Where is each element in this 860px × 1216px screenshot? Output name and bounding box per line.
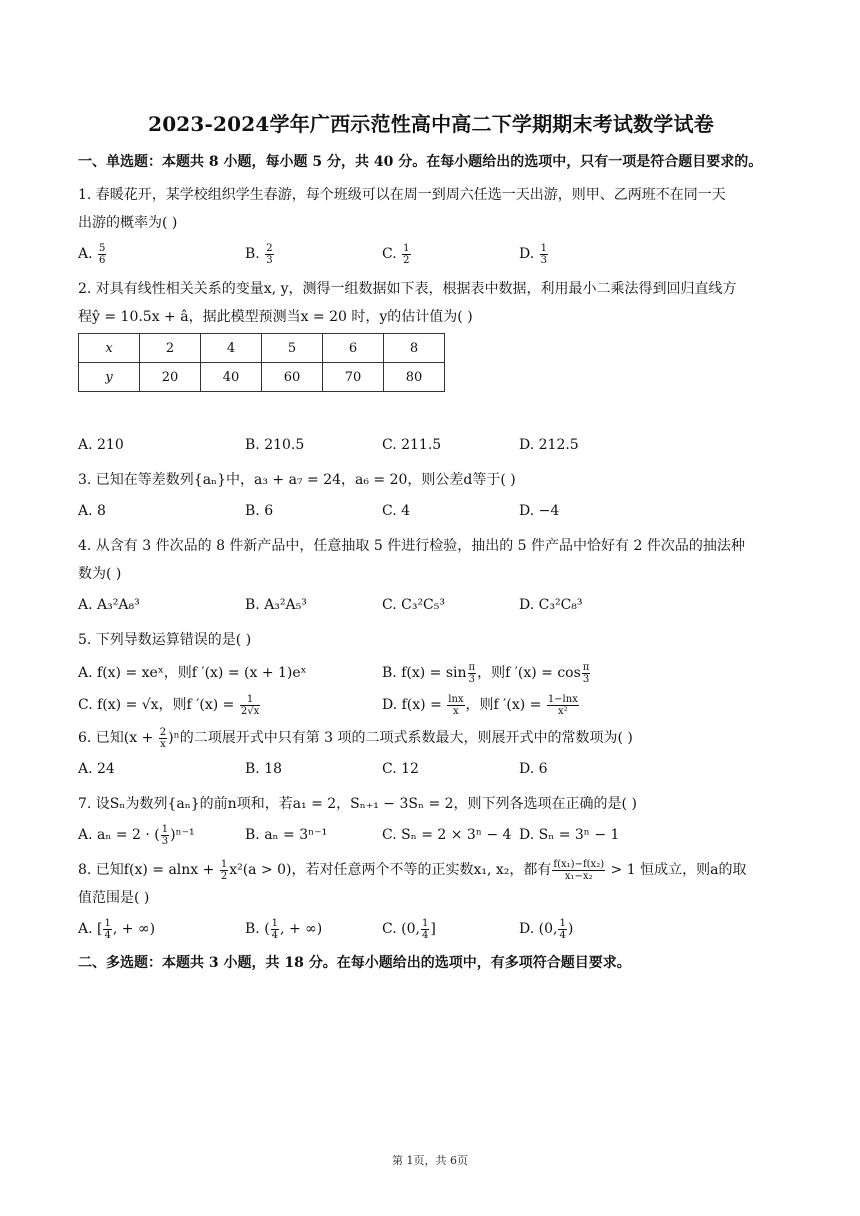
fraction: $\frac{1}{4}$	[421, 917, 429, 941]
option-a: A. f(x) = xeˣ，则f ′(x) = (x + 1)eˣ	[78, 665, 307, 681]
question-text: 7. 设Sₙ为数列{aₙ}的前n项和，若a₁ = 2，Sₙ₊₁ − 3Sₙ = 2，则下列各选项在正确的是( )	[78, 796, 637, 812]
option-d: D. 6	[519, 761, 548, 777]
table-cell: 80	[384, 363, 445, 392]
table-cell: x	[79, 334, 140, 363]
option-d: D. −4	[519, 503, 560, 519]
option-a: A. A₃²A₈³	[78, 597, 140, 613]
table-cell: 5	[262, 334, 323, 363]
fraction: $\frac{2}{3}$	[266, 242, 273, 266]
option-c: C. f(x) = √x，则f ′(x) = $\frac{1}{2√x}$	[78, 693, 260, 717]
option-b: B. A₃²A₅³	[245, 597, 307, 613]
options	[78, 916, 784, 942]
question-text: 1. 春暖花开，某学校组织学生春游，每个班级可以在周一到周六任选一天出游，则甲、乙两班不在同一天	[78, 187, 726, 203]
question-5	[78, 626, 784, 718]
question-7	[78, 790, 784, 848]
option-b: B. f(x) = sin $\frac{\pi}{3}$ ，则f ′(x) = cos $\frac{\pi}{3}$	[382, 661, 590, 685]
question-text: 8. 已知f(x) = alnx + $\frac{1}{2}$ x²(a > 0)，若对任意两个不等的正实数x₁, x₂，都有 $\frac{\text{f(x₁)−f(x₂)}}{\text{x₁−x₂}}$ > 1 恒成立，则a的取	[78, 858, 747, 882]
option-c: C. 12	[382, 761, 419, 777]
options	[78, 498, 784, 524]
fraction: $\frac{1}{3}$	[161, 823, 169, 847]
option-b: B. aₙ = 3ⁿ⁻¹	[245, 827, 328, 843]
question-text: 2. 对具有线性相关关系的变量x, y，测得一组数据如下表，根据表中数据，利用最小二乘法得到回归直线方	[78, 281, 737, 297]
fraction: $\frac{\text{f(x₁)−f(x₂)}}{\text{x₁−x₂}}$	[553, 858, 605, 882]
question-text: 6. 已知(x + $\frac{2}{x}$ )ⁿ的二项展开式中只有第 3 项的二项式系数最大，则展开式中的常数项为( )	[78, 726, 633, 750]
table-cell: 70	[323, 363, 384, 392]
option-b: B. 18	[245, 761, 283, 777]
options	[78, 660, 784, 686]
option-d: D. f(x) = $\frac{\ln x}{x}$ ，则f ′(x) = $\frac{1-\ln x}{\text{x²}}$	[382, 693, 578, 717]
options	[78, 822, 784, 848]
fraction: $\frac{1-\ln x}{\text{x²}}$	[547, 693, 578, 717]
question-8	[78, 856, 784, 942]
section-heading-single-choice: 一、单选题：本题共 8 小题，每小题 5 分，共 40 分。在每小题给出的选项中，只有一项是符合题目要求的。	[78, 154, 763, 170]
option-c: C. Sₙ = 2 × 3ⁿ − 4	[382, 827, 512, 843]
fraction: $\frac{1}{4}$	[104, 917, 111, 941]
option-a: A. [ $\frac{1}{4}$ , + ∞)	[78, 917, 156, 941]
question-1	[78, 181, 784, 267]
question-text: 出游的概率为( )	[78, 215, 178, 231]
option-d: D. 212.5	[519, 437, 579, 453]
option-a: A. 8	[78, 503, 106, 519]
table-row	[79, 334, 445, 363]
table-cell: 4	[201, 334, 262, 363]
option-c: C. 4	[382, 503, 411, 519]
option-b: B. 6	[245, 503, 274, 519]
option-d: D. $\frac{1}{3}$	[519, 242, 548, 266]
option-a: A. $\frac{5}{6}$	[78, 242, 106, 266]
question-text: 3. 已知在等差数列{aₙ}中，a₃ + a₇ = 24，a₆ = 20，则公差d等于( )	[78, 472, 516, 488]
page-footer: 第 1页，共 6页	[392, 1154, 468, 1167]
option-a: A. 24	[78, 761, 115, 777]
table-cell: y	[79, 363, 140, 392]
fraction: $\frac{\pi}{3}$	[468, 661, 476, 685]
fraction: $\frac{1}{4}$	[271, 917, 279, 941]
fraction: $\frac{1}{4}$	[559, 917, 566, 941]
question-text: 数为( )	[78, 566, 122, 582]
option-b: B. 210.5	[245, 437, 305, 453]
fraction: $\frac{2}{x}$	[159, 726, 167, 750]
table-cell: 2	[140, 334, 201, 363]
question-text: 程ŷ = 10.5x + â，据此模型预测当x = 20 时，y的估计值为( )	[78, 309, 473, 325]
question-6	[78, 724, 784, 782]
table-cell: 20	[140, 363, 201, 392]
option-d: D. C₃²C₈³	[519, 597, 583, 613]
fraction: $\frac{5}{6}$	[99, 242, 106, 266]
option-d: D. (0, $\frac{1}{4}$ )	[519, 917, 574, 941]
fraction: $\frac{\pi}{3}$	[582, 661, 590, 685]
options	[78, 432, 784, 458]
table-row	[79, 363, 445, 392]
question-text: 值范围是( )	[78, 890, 150, 906]
option-c: C. 211.5	[382, 437, 442, 453]
options	[78, 692, 784, 718]
options	[78, 241, 784, 267]
fraction: $\frac{1}{3}$	[540, 242, 548, 266]
table-cell: 60	[262, 363, 323, 392]
fraction: $\frac{1}{2}$	[220, 858, 228, 882]
table-cell: 6	[323, 334, 384, 363]
fraction: $\frac{\ln x}{x}$	[448, 693, 464, 717]
options	[78, 756, 784, 782]
fraction: $\frac{1}{2}$	[403, 242, 410, 266]
fraction: $\frac{1}{2√x}$	[240, 693, 260, 717]
table-cell: 40	[201, 363, 262, 392]
option-c: C. $\frac{1}{2}$	[382, 242, 410, 266]
option-d: D. Sₙ = 3ⁿ − 1	[519, 827, 620, 843]
page-title: 2023-2024学年广西示范性高中高二下学期期末考试数学试卷	[148, 112, 714, 136]
question-3	[78, 466, 784, 524]
question-4	[78, 532, 784, 618]
option-a: A. aₙ = 2 · ( $\frac{1}{3}$ )ⁿ⁻¹	[78, 823, 195, 847]
question-2	[78, 275, 784, 458]
options	[78, 592, 784, 618]
option-c: C. (0, $\frac{1}{4}$ ]	[382, 917, 436, 941]
data-table	[78, 333, 445, 392]
section-heading-multi-choice: 二、多选题：本题共 3 小题，共 18 分。在每小题给出的选项中，有多项符合题目要求。	[78, 955, 631, 971]
option-c: C. C₃²C₅³	[382, 597, 445, 613]
option-b: B. $\frac{2}{3}$	[245, 242, 273, 266]
table-cell: 8	[384, 334, 445, 363]
question-text: 5. 下列导数运算错误的是( )	[78, 632, 252, 648]
question-text: 4. 从含有 3 件次品的 8 件新产品中，任意抽取 5 件进行检验，抽出的 5 件产品中恰好有 2 件次品的抽法种	[78, 538, 745, 554]
option-a: A. 210	[78, 437, 124, 453]
option-b: B. ( $\frac{1}{4}$ , + ∞)	[245, 917, 323, 941]
